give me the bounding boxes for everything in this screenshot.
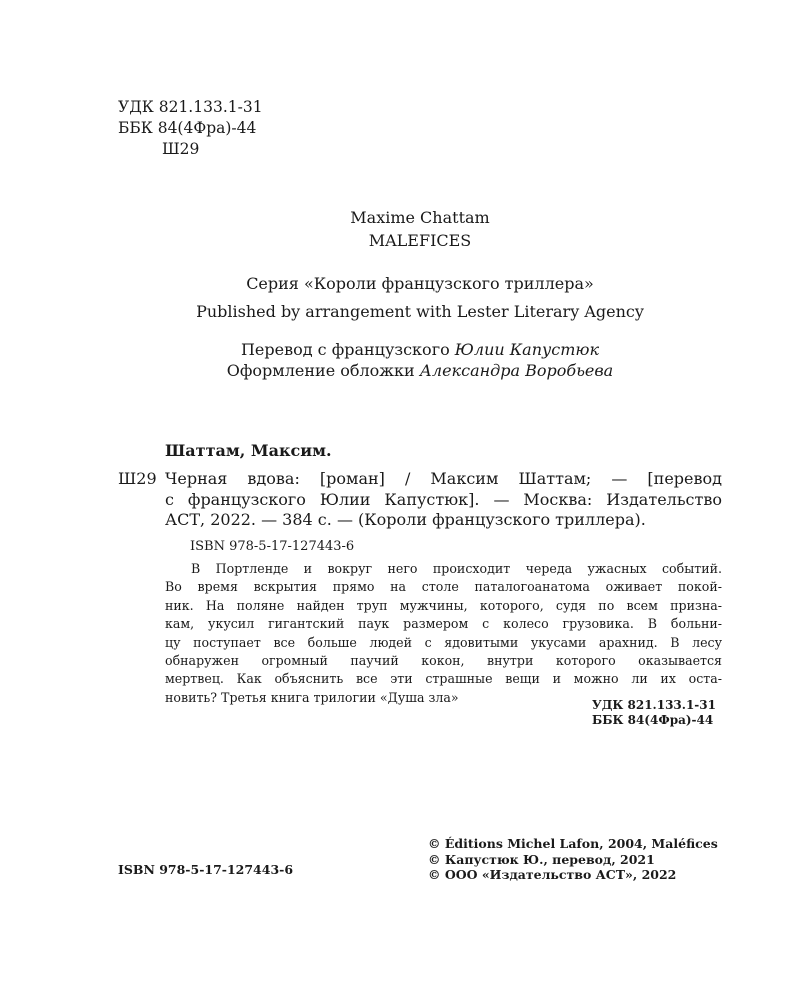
annotation-line: ник. На поляне найден труп мужчины, которого, судя по всем призна- [165,597,722,613]
description-line: с французского Юлии Капустюк]. — Москва: Издательство [165,489,722,509]
original-title: MALEFICES [368,231,472,250]
catalog-bbk: ББК 84(4Фра)-44 [592,713,714,727]
published-by-line: Published by arrangement with Lester Literary Agency [196,302,644,321]
cover-credit [0,361,800,380]
cover-label: Оформление обложки [226,361,420,380]
translator-name: Юлии Капустюк [454,340,600,359]
annotation-line: мертвец. Как объяснить все эти страшные вещи и можно ли их оста- [165,671,722,687]
catalog-author-mark: Ш29 [118,469,157,488]
udk-code: УДК 821.133.1-31 [118,98,263,116]
copyright-line: © ООО «Издательство АСТ», 2022 [428,867,677,882]
classification-codes [118,97,263,160]
copyright-block [428,836,718,883]
annotation-line: новить? Третья книга трилогии «Душа зла» [165,689,459,705]
copyright-line: © Éditions Michel Lafon, 2004, Maléfices [428,836,718,851]
annotation-line: обнаружен огромный паучий кокон, внутри которого оказывается [165,653,722,669]
series-line: Серия «Короли французского триллера» [246,274,594,293]
copyright-line: © Капустюк Ю., перевод, 2021 [428,851,655,867]
annotation-line: Во время вскрытия прямо на столе паталогоанатома оживает покой- [165,579,722,595]
translation-label: Перевод с французского [240,340,455,359]
original-author: Maxime Chattam [350,208,490,227]
cover-designer-name: Александра Воробьева [419,361,614,380]
description-line: АСТ, 2022. — 384 с. — (Короли французского триллера). [165,510,646,529]
catalog-author-heading: Шаттам, Максим. [165,441,332,460]
catalog-udk: УДК 821.133.1-31 [592,698,716,712]
catalog-description [165,469,722,531]
bbk-code: ББК 84(4Фра)-44 [118,119,257,137]
annotation-line: В Портленде и вокруг него происходит череда ужасных событий. [191,561,722,576]
annotation-line: цу поступает все больше людей с ядовитыми укусами арахнид. В лесу [165,634,722,650]
catalog-isbn: ISBN 978-5-17-127443-6 [190,539,355,554]
annotation-line: кам, укусил гигантский паук размером с колесо грузовика. В больни- [165,616,722,632]
translation-credit [0,340,800,359]
footer-isbn: ISBN 978-5-17-127443-6 [118,862,294,877]
annotation [165,560,722,707]
description-line: Черная вдова: [роман] / Максим Шаттам; — [перевод [165,469,722,488]
catalog-codes [592,698,716,728]
author-mark: Ш29 [162,140,200,158]
